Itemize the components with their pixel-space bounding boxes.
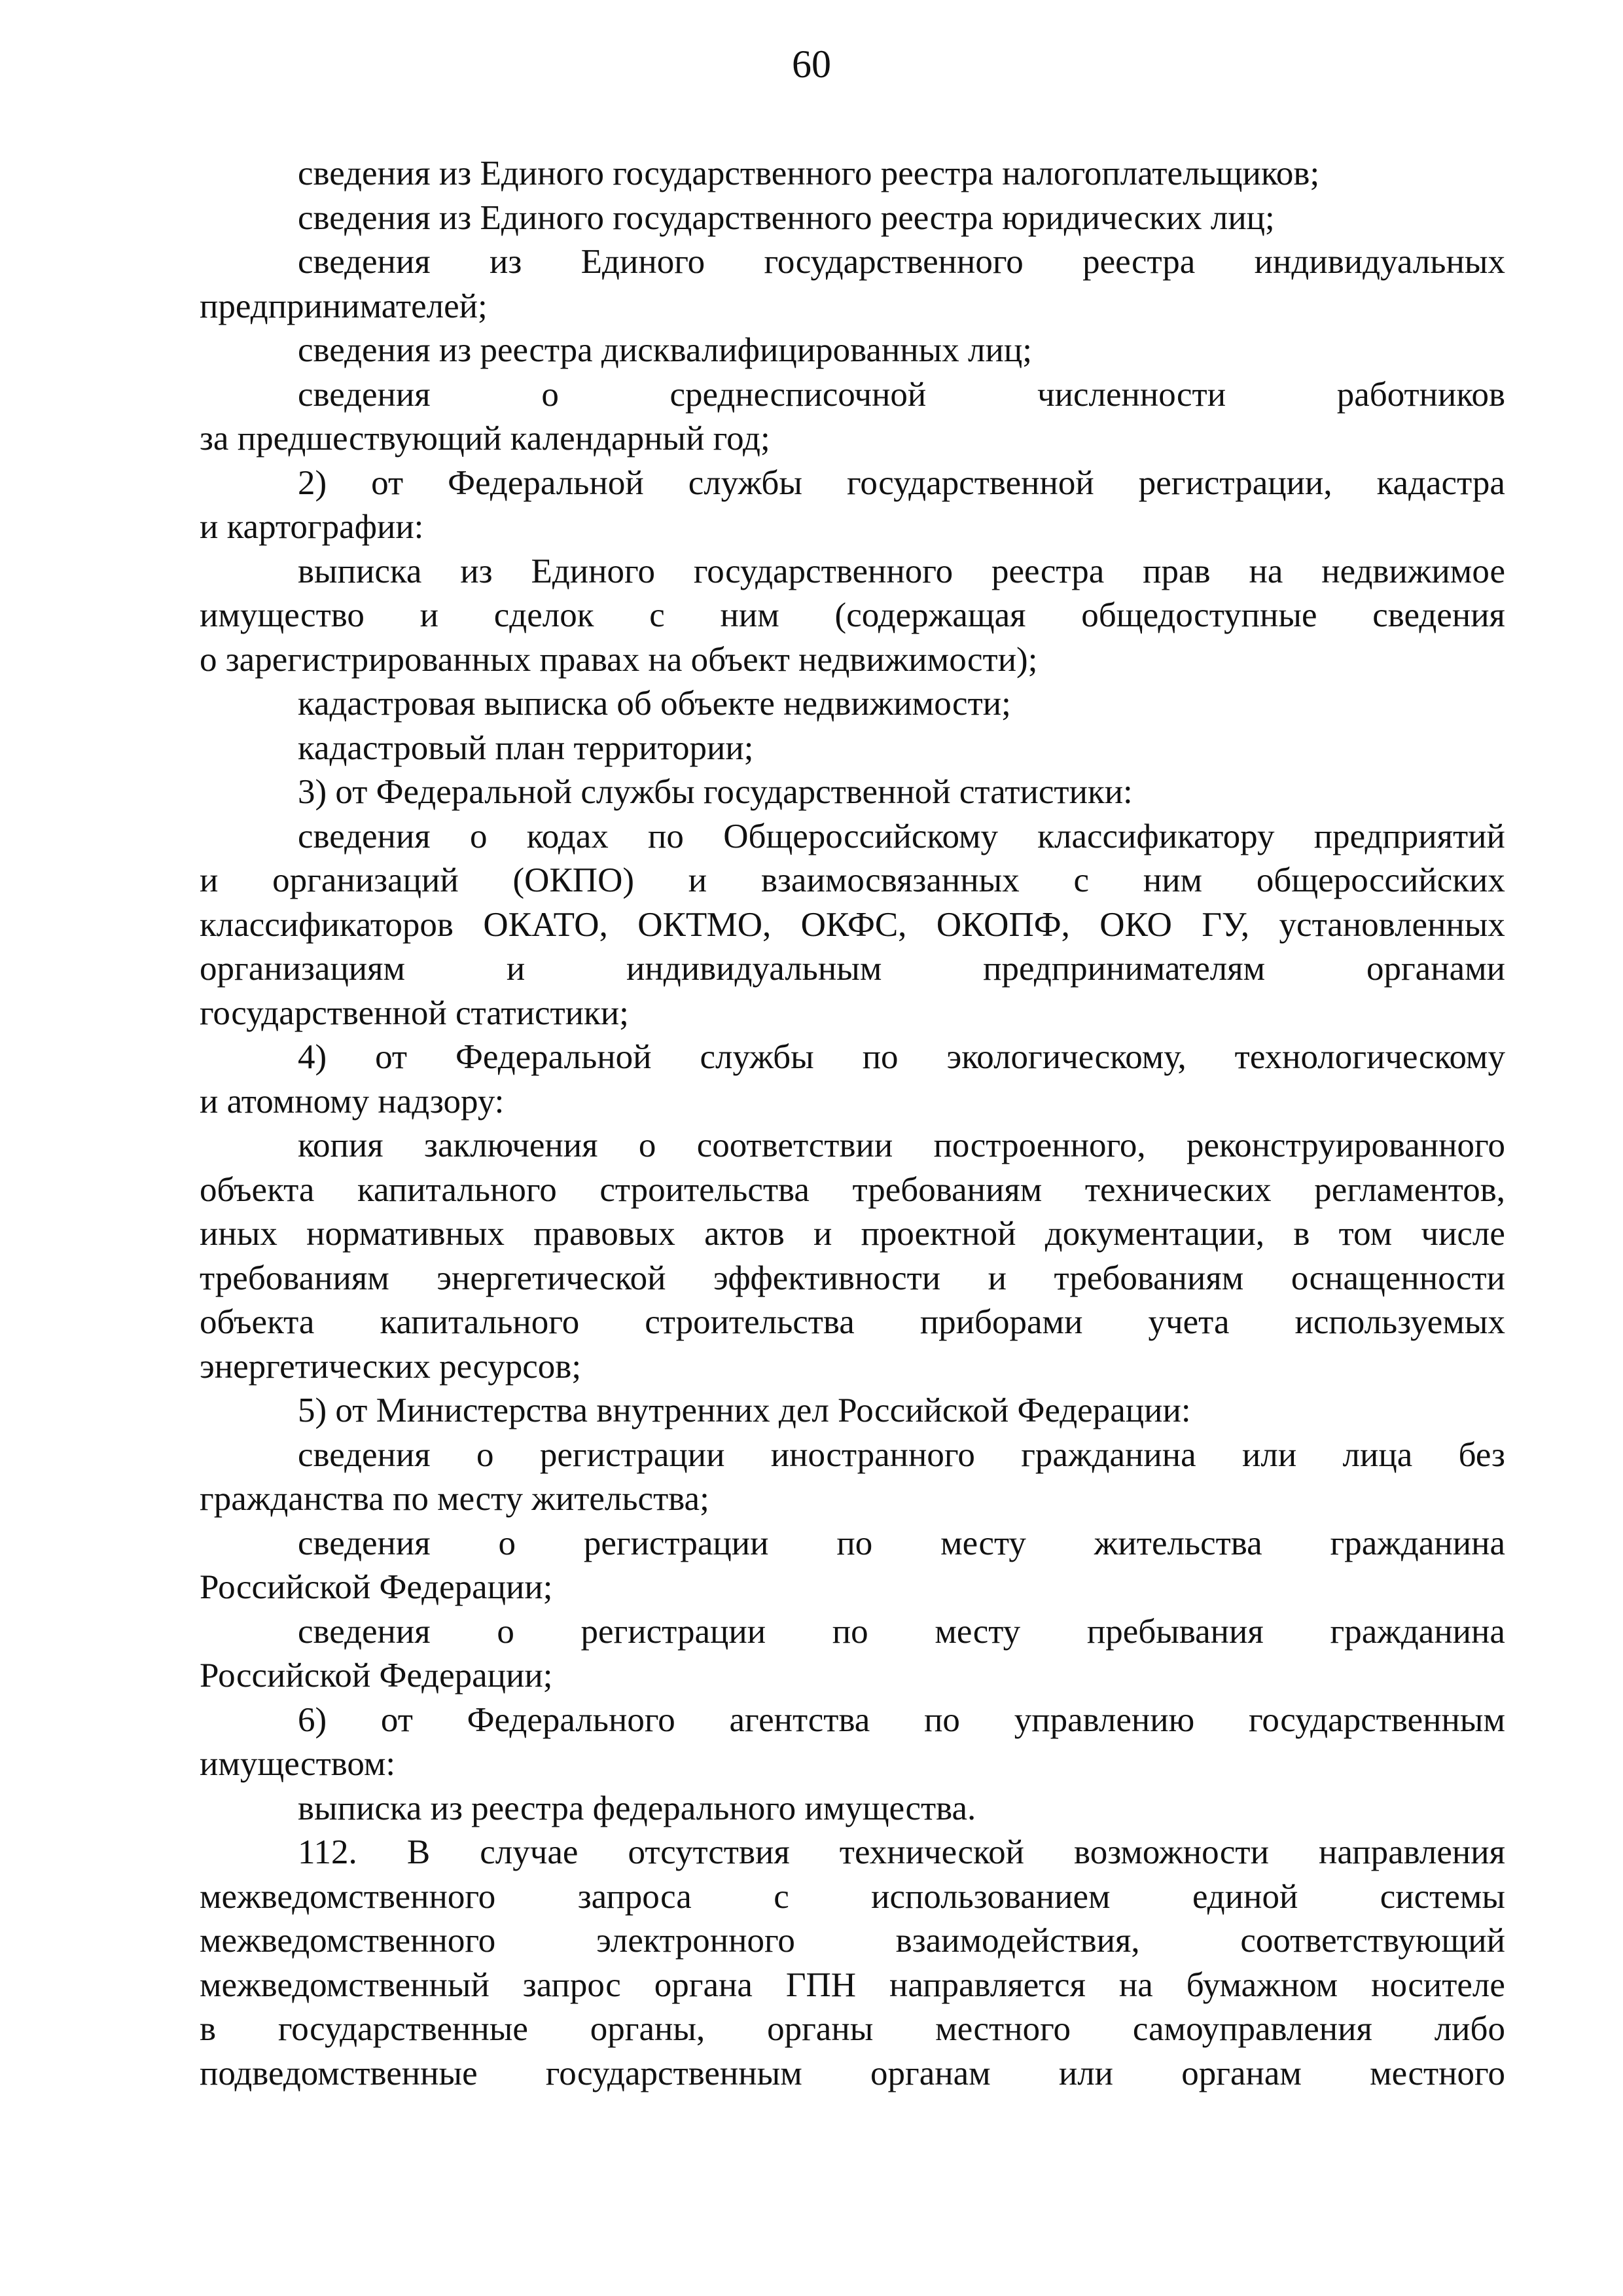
word: предпринимателям — [983, 950, 1266, 988]
text-line: выписка из реестра федерального имущества. — [298, 1789, 976, 1827]
word: с — [649, 596, 665, 634]
word: либо — [1434, 2010, 1505, 2048]
text-line: сведения из Единого государственного реестра налогоплательщиков; — [298, 154, 1320, 192]
word: агентства — [729, 1700, 870, 1739]
word: 6) — [298, 1700, 327, 1739]
word: регистрации — [583, 1524, 769, 1562]
word: управлению — [1014, 1700, 1195, 1739]
text-line — [200, 1433, 1505, 1478]
word: или — [1242, 1435, 1297, 1474]
word: индивидуальных — [1254, 243, 1505, 281]
word: среднесписочной — [669, 375, 927, 414]
word: о — [469, 817, 488, 855]
word: в — [200, 2010, 217, 2048]
text-line — [200, 1964, 1505, 2008]
text-line: гражданства по месту жительства; — [200, 1480, 709, 1518]
word: ОКТМО, — [637, 905, 772, 944]
word: 4) — [298, 1038, 327, 1076]
word: по — [648, 817, 684, 855]
word: гражданина — [1021, 1435, 1196, 1474]
word: местного — [935, 2010, 1071, 2048]
text-line: сведения из Единого государственного реестра юридических лиц; — [298, 198, 1275, 237]
word: классификатору — [1037, 817, 1275, 855]
word: технологическому — [1234, 1038, 1505, 1076]
word: государственным — [1248, 1700, 1505, 1739]
text-line: 3) от Федеральной службы государственной статистики: — [298, 773, 1133, 811]
word: службы — [688, 463, 802, 502]
word: органа — [654, 1965, 753, 2004]
word: Общероссийскому — [723, 817, 998, 855]
word: (содержащая — [834, 596, 1026, 634]
word: электронного — [596, 1922, 795, 1960]
word: численности — [1037, 375, 1226, 414]
text-line: о зарегистрированных правах на объект недвижимости); — [200, 640, 1038, 679]
text-line — [200, 815, 1505, 859]
word: объекта — [200, 1170, 315, 1209]
word: предприятий — [1313, 817, 1505, 855]
word: реестра — [1082, 243, 1196, 281]
word: взаимодействия, — [895, 1922, 1140, 1960]
word: иных — [200, 1215, 277, 1253]
word: соответствующий — [1240, 1922, 1505, 1960]
word: и — [988, 1259, 1007, 1297]
word: сведения — [1372, 596, 1505, 634]
text-line — [200, 859, 1505, 903]
word: нормативных — [306, 1215, 505, 1253]
word: оснащенности — [1291, 1259, 1505, 1297]
word: ним — [1143, 861, 1203, 899]
word: Федеральной — [455, 1038, 652, 1076]
text-line: предпринимателей; — [200, 287, 488, 325]
text-line — [200, 1522, 1505, 1566]
word: органы, — [590, 2010, 705, 2048]
word: государственные — [277, 2010, 528, 2048]
word: и — [506, 950, 526, 988]
word: Единого — [580, 243, 705, 281]
word: органам — [870, 2054, 991, 2092]
word: по — [862, 1038, 899, 1076]
word: используемых — [1294, 1303, 1505, 1341]
text-line — [200, 1300, 1505, 1345]
text-line: имуществом: — [200, 1745, 396, 1783]
word: недвижимое — [1321, 552, 1505, 590]
text-line: кадастровая выписка об объекте недвижимости; — [298, 685, 1011, 723]
word: взаимосвязанных — [760, 861, 1020, 899]
word: ним — [720, 596, 779, 634]
word: общероссийских — [1256, 861, 1505, 899]
word: подведомственные — [200, 2054, 478, 2092]
word: по — [832, 1612, 868, 1651]
word: Единого — [531, 552, 655, 590]
word: из — [460, 552, 493, 590]
word: В — [406, 1833, 431, 1871]
word: соответствии — [696, 1126, 893, 1164]
word: проектной — [861, 1215, 1016, 1253]
word: службы — [700, 1038, 814, 1076]
word: о — [498, 1524, 516, 1562]
text-line — [200, 373, 1505, 418]
word: имущество — [200, 596, 365, 634]
word: о — [638, 1126, 656, 1164]
word: единой — [1192, 1877, 1298, 1916]
word: капитального — [357, 1170, 557, 1209]
word: организациям — [200, 950, 406, 988]
word: капитального — [380, 1303, 580, 1341]
text-line: государственной статистики; — [200, 994, 629, 1032]
word: и — [813, 1215, 832, 1253]
word: сведения — [298, 243, 431, 281]
word: носителе — [1371, 1965, 1505, 2004]
word: иностранного — [770, 1435, 975, 1474]
text-line: Российской Федерации; — [200, 1657, 553, 1695]
word: направляется — [889, 1965, 1086, 2004]
word: государственного — [693, 552, 954, 590]
word: с — [1073, 861, 1090, 899]
word: из — [490, 243, 522, 281]
word: Федерального — [467, 1700, 675, 1739]
word: сведения — [298, 1612, 431, 1651]
word: Федеральной — [448, 463, 644, 502]
word: сведения — [298, 375, 431, 414]
word: числе — [1421, 1215, 1505, 1253]
text-line — [200, 594, 1505, 638]
word: реконструированного — [1186, 1126, 1505, 1164]
text-line — [200, 1035, 1505, 1080]
text-line — [200, 1168, 1505, 1213]
text-line — [200, 1875, 1505, 1920]
text-line: энергетических ресурсов; — [200, 1347, 582, 1386]
text-line — [200, 1212, 1505, 1257]
text-line: и атомному надзору: — [200, 1082, 505, 1121]
word: о — [497, 1612, 514, 1651]
text-line — [200, 903, 1505, 948]
word: по — [836, 1524, 873, 1562]
word: месту — [940, 1524, 1026, 1562]
word: без — [1458, 1435, 1505, 1474]
word: межведомственного — [200, 1877, 496, 1916]
word: выписка — [298, 552, 422, 590]
word: 2) — [298, 463, 327, 502]
word: регламентов, — [1314, 1170, 1505, 1209]
text-line — [200, 550, 1505, 594]
word: документации, — [1044, 1215, 1265, 1253]
word: жительства — [1094, 1524, 1262, 1562]
word: с — [774, 1877, 789, 1916]
text-line — [200, 1610, 1505, 1655]
word: или — [1058, 2054, 1114, 2092]
word: объекта — [200, 1303, 315, 1341]
word: от — [380, 1700, 413, 1739]
word: межведомственный — [200, 1965, 490, 2004]
word: самоуправления — [1132, 2010, 1372, 2048]
text-line: за предшествующий календарный год; — [200, 420, 770, 457]
text-line: Российской Федерации; — [200, 1568, 553, 1606]
word: направления — [1319, 1833, 1505, 1871]
word: общедоступные — [1081, 596, 1317, 634]
word: регистрации, — [1138, 463, 1332, 502]
word: гражданина — [1330, 1612, 1505, 1651]
word: по — [924, 1700, 960, 1739]
word: сведения — [298, 817, 431, 855]
word: строительства — [645, 1303, 855, 1341]
word: технической — [839, 1833, 1024, 1871]
word: ОКАТО, — [483, 905, 608, 944]
word: на — [1249, 552, 1283, 590]
word: прав — [1143, 552, 1211, 590]
word: сведения — [298, 1524, 431, 1562]
word: запроса — [577, 1877, 692, 1916]
word: кодах — [526, 817, 609, 855]
word: и — [419, 596, 439, 634]
word: эффективности — [713, 1259, 941, 1297]
word: местного — [1370, 2054, 1505, 2092]
word: органы — [767, 2010, 874, 2048]
word: 112. — [298, 1833, 357, 1871]
text-line — [200, 1919, 1505, 1964]
word: использованием — [871, 1877, 1111, 1916]
word: требованиям — [852, 1170, 1043, 1209]
word: запрос — [522, 1965, 621, 2004]
word: строительства — [599, 1170, 810, 1209]
word: регистрации — [539, 1435, 725, 1474]
word: правовых — [533, 1215, 675, 1253]
document-body — [200, 152, 1505, 2096]
word: государственным — [545, 2054, 802, 2092]
word: требованиям — [1054, 1259, 1244, 1297]
word: реестра — [991, 552, 1105, 590]
word: кадастра — [1376, 463, 1505, 502]
text-line — [200, 2052, 1505, 2096]
text-line — [200, 461, 1505, 506]
word: органами — [1366, 950, 1505, 988]
word: организаций — [272, 861, 459, 899]
text-line: кадастровый план территории; — [298, 728, 754, 767]
word: работников — [1336, 375, 1505, 414]
word: случае — [480, 1833, 579, 1871]
word: и — [200, 861, 219, 899]
word: государственного — [764, 243, 1024, 281]
word: лица — [1342, 1435, 1413, 1474]
word: сделок — [493, 596, 594, 634]
word: о — [476, 1435, 494, 1474]
word: ГПН — [785, 1965, 857, 2004]
word: классификаторов — [200, 905, 454, 944]
text-line — [200, 2007, 1505, 2052]
text-line — [200, 1698, 1505, 1743]
word: сведения — [298, 1435, 431, 1474]
word: технических — [1084, 1170, 1272, 1209]
word: заключения — [424, 1126, 598, 1164]
word: ОКО — [1099, 905, 1172, 944]
word: о — [541, 375, 559, 414]
word: органам — [1181, 2054, 1302, 2092]
word: от — [375, 1038, 408, 1076]
word: системы — [1380, 1877, 1505, 1916]
text-line: и картографии: — [200, 508, 424, 546]
text-line: сведения из реестра дисквалифицированных лиц; — [298, 331, 1032, 369]
page-number: 60 — [792, 43, 831, 86]
word: регистрации — [580, 1612, 766, 1651]
word: отсутствия — [628, 1833, 790, 1871]
word: учета — [1148, 1303, 1230, 1341]
word: построенного, — [933, 1126, 1146, 1164]
text-line — [200, 1124, 1505, 1168]
word: государственной — [847, 463, 1094, 502]
word: пребывания — [1086, 1612, 1264, 1651]
text-line — [200, 1257, 1505, 1301]
word: (ОКПО) — [512, 861, 634, 899]
word: на — [1118, 1965, 1153, 2004]
word: межведомственного — [200, 1922, 496, 1960]
text-line — [200, 1831, 1505, 1875]
word: актов — [704, 1215, 785, 1253]
text-line: 5) от Министерства внутренних дел Российской Федерации: — [298, 1391, 1191, 1429]
word: установленных — [1279, 905, 1505, 944]
word: энергетической — [437, 1259, 666, 1297]
word: экологическому, — [946, 1038, 1186, 1076]
word: копия — [298, 1126, 383, 1164]
word: возможности — [1074, 1833, 1269, 1871]
word: требованиям — [200, 1259, 389, 1297]
word: в — [1293, 1215, 1310, 1253]
text-line — [200, 240, 1505, 285]
text-line — [200, 947, 1505, 992]
word: месту — [935, 1612, 1021, 1651]
word: индивидуальным — [626, 950, 882, 988]
word: от — [371, 463, 404, 502]
word: гражданина — [1330, 1524, 1505, 1562]
word: ОКОПФ, — [936, 905, 1070, 944]
word: и — [688, 861, 707, 899]
word: приборами — [919, 1303, 1083, 1341]
word: бумажном — [1186, 1965, 1338, 2004]
word: том — [1338, 1215, 1393, 1253]
word: ОКФС, — [800, 905, 907, 944]
word: ГУ, — [1202, 905, 1250, 944]
